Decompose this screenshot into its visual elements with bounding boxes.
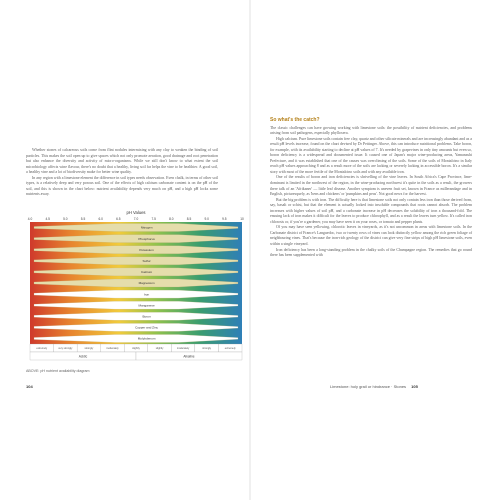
nutrient-label: Manganese xyxy=(138,303,155,308)
chart-title: pH Values xyxy=(126,210,146,215)
nutrient-label: Nitrogen xyxy=(140,225,153,230)
ph-tick-label: 8.0 xyxy=(169,217,174,221)
paragraph: One of the results of boron and iron deficiencies is shrivelling of the vine leaves. In South Africa's Cape Province, lime-dominant is limited in the northwest of the region, in the wine-producing northwest it's quite in the soils as a result, the growers there talk of an 'Afrikaner' — little leaf disease. Another symptom is uneven fruit set, known in France as millerandage and in English, picturesquely, as 'hens and chickens' or 'pumpkins and peas'. Not good news for the harvest. xyxy=(270,175,472,197)
page-number: 105 xyxy=(411,384,418,389)
ph-tick-label: 6.5 xyxy=(116,217,121,221)
paragraph: Whether stones of calcareous soils come from flint nodules intermixing with any clay to weaken the binding of soil particles. This makes the soil open up to give spaces which not only promote aeration, good drainage and root penetration but also enhance the diversity and activity of micro-organisms. While we still don't know to what extent the soil microbiology affects wine flavour, there's no doubt that a healthy, living soil far helps the vine to be healthier. A good soil, a healthy vine and a lot of biodiversity make for better wine quality. xyxy=(26,148,218,175)
right-body-text xyxy=(270,118,472,259)
acidity-label: moderately xyxy=(176,347,190,351)
acidity-group-label: Acidic xyxy=(78,354,88,359)
paragraph: Of you may have seen yellowing, chlorotic leaves in vineyards, as it's not uncommon in areas with limestone soils. In the Carbonate district of France's Languedoc, two or twenty rows of vines can look distinctly yellow among the rich green foliage of neighbouring vines. That's because the iron-rich geology of the district can give very fine strips of high pH limestone soils, even within a single vineyard. xyxy=(270,225,472,247)
ph-tick-label: 10 xyxy=(240,217,244,221)
page-number: 104 xyxy=(26,384,33,389)
acidity-label: slightly xyxy=(155,347,164,351)
acidity-label: moderately xyxy=(106,347,119,351)
acidity-label: strongly xyxy=(84,347,94,351)
ph-tick-label: 4.5 xyxy=(45,217,50,221)
nutrient-label: Calcium xyxy=(141,270,153,275)
ph-tick-label: 8.5 xyxy=(186,217,192,221)
nutrient-label: Potassium xyxy=(139,247,154,252)
paragraph: But the big problem is with iron. The difficulty here is that limestone soils not only contain less iron than those derived from, say, basalt or schist, but that the element is actually locked into insoluble compounds that roots cannot absorb. The problem increases with higher values of soil pH, and a carbonate increase in pH decreases the solubility of iron a thousand-fold. The ensuing lack of iron makes it difficult for the leaves to produce chlorophyll, and as a result the leaves turn yellow. It's called iron chlorosis or, if you're a gardener, you may have seen it on your roses, or tomato and pepper plants. xyxy=(270,197,472,224)
nutrient-label: Molybdenum xyxy=(137,336,156,341)
ph-tick-label: 5.0 xyxy=(63,217,68,221)
ph-tick-label: 9.0 xyxy=(204,217,209,221)
ph-nutrient-chart xyxy=(26,208,246,366)
section-heading: So what's the catch? xyxy=(270,117,320,123)
nutrient-label: Iron xyxy=(143,292,150,297)
paragraph: In any region with a limestone element the difference in soil types needs observation. Even chalk, in terms of other soil types, is a relatively deep and very porous soil. One of the effects of high calcium carbonate content is on the pH of the soil, and this is shown in the chart below: nutrient availability depends very much on pH, and a high pH locks some nutrients away. xyxy=(26,175,218,197)
ph-tick-label: 5.5 xyxy=(80,217,86,221)
acidity-label: slightly xyxy=(132,347,140,351)
ph-tick-label: 4.0 xyxy=(27,217,33,221)
acidity-label: strongly xyxy=(202,347,212,351)
left-body-text xyxy=(26,148,218,198)
acidity-label: extremely xyxy=(224,347,236,351)
ph-tick-label: 9.5 xyxy=(222,217,227,221)
paragraph: High calcium. Pure limestone soils contain free clay, quartz and other silicate minerals and are increasingly abundant and as a result pH levels increase, found on the chart devised by Dr Pettinger. Above, this can introduce nutritional problems. Take boron, for example, with its availability starting to decline at pH values of 7. It's needed by grapevines in only tiny amounts but even so, boron deficiency is a widespread and documented issue. It caused one of Japan's major wine-producing areas, Yamanashi Prefecture, and it was established that one of the causes was overcliming of the soils. Some of the soils of Montalcino in Italy reach pH values approaching 8 and as a result more of the soils are lacking or severely lacking in accessible boron. It's a similar story with most of the more fertile of the Montalcino soils and with any available iron. xyxy=(270,136,472,174)
paragraph: Iron deficiency has been a long-standing problem in the chalky soils of the Champagne region. The remedies that go round there has been supplemented with xyxy=(270,247,472,258)
nutrient-label: Phosphorus xyxy=(138,236,155,241)
page-number-left xyxy=(26,384,33,389)
paragraph: The classic challenges can have growing working with limestone soils: the possibility of nutrient deficiencies, and problems arising from soil pathogens, especially phylloxera. xyxy=(270,125,472,136)
acidity-group-label: Alkaline xyxy=(183,354,195,359)
chart-caption: ABOVE: pH nutrient availability diagram xyxy=(26,369,90,373)
ph-tick-label: 6.0 xyxy=(98,217,103,221)
nutrient-label: Magnesium xyxy=(138,281,155,286)
acidity-label: extremely xyxy=(36,347,48,351)
nutrient-label: Boron xyxy=(142,314,151,319)
running-title: Limestone: holy grail or hindrance · Stones xyxy=(330,384,407,389)
acidity-label: very strongly xyxy=(58,347,73,351)
nutrient-label: Copper and Zinc xyxy=(135,325,159,330)
nutrient-label: Sulfur xyxy=(142,259,151,264)
ph-tick-label: 7.0 xyxy=(133,217,139,221)
running-footer-right xyxy=(330,384,418,389)
ph-tick-label: 7.5 xyxy=(151,217,156,221)
